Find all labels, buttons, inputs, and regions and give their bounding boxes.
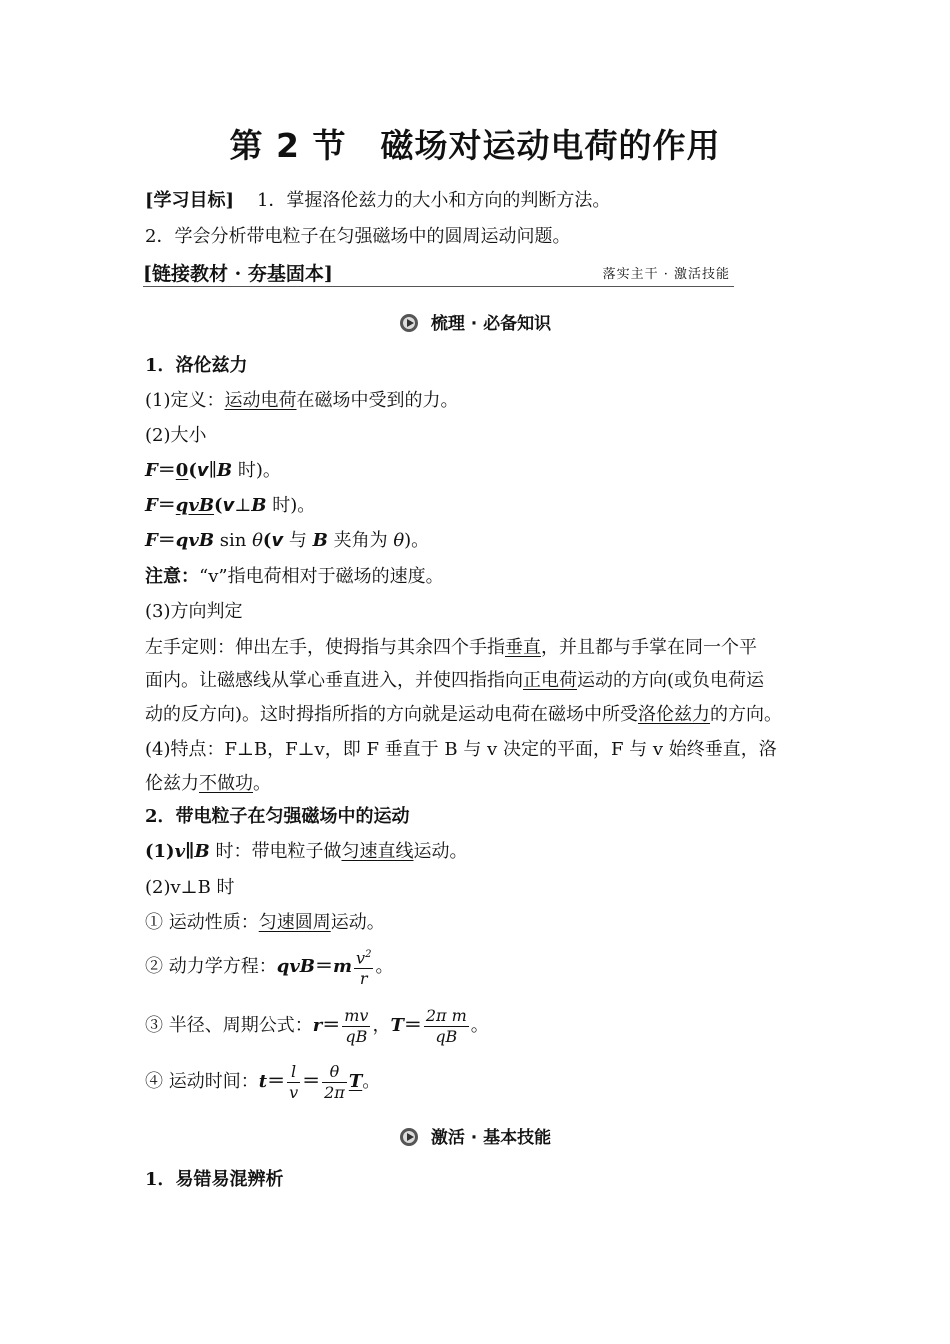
formula-symbol: ＝ xyxy=(322,1015,341,1036)
paragraph-text: 动的反方向)。这时拇指所指的方向就是运动电荷在磁场中所受 xyxy=(145,704,639,725)
answer-blank: 运动电荷 xyxy=(224,390,297,411)
left-hand-rule-line-2 xyxy=(145,670,764,692)
formula-symbol: T xyxy=(390,1015,404,1036)
note-label: 注意： xyxy=(145,566,199,587)
formula-symbol: ＝ xyxy=(403,1015,422,1036)
learning-objectives-line-2 xyxy=(145,226,570,248)
play-circle-icon xyxy=(399,313,423,339)
answer-blank: 0 xyxy=(175,460,189,481)
fraction-v2-over-r: $\frac{v^2}{r}$ xyxy=(354,945,373,989)
section-heading-skills xyxy=(0,1127,950,1153)
fraction-numerator: 2π m xyxy=(425,1005,467,1025)
formula-symbol: r xyxy=(312,1015,323,1036)
perpendicular-case-label: (2)v⊥B 时 xyxy=(145,877,235,898)
banner-right-label: 落实主干 · 激活技能 xyxy=(602,267,730,282)
formula-perpendicular xyxy=(145,495,315,517)
formula-symbol: ( xyxy=(262,530,272,551)
definition-line xyxy=(145,390,459,412)
formula-symbol: ⊥ xyxy=(234,495,252,516)
parallel-motion-line xyxy=(145,841,468,863)
answer-blank: 正电荷 xyxy=(523,670,577,691)
item-label: (1) xyxy=(145,841,175,862)
formula-symbol: θ xyxy=(252,530,263,551)
answer-blank: 垂直 xyxy=(505,637,541,658)
formula-symbol: B xyxy=(251,495,267,516)
fraction-denominator: 2π xyxy=(324,1082,345,1102)
banner-left-label: [链接教材 · 夯基固本] xyxy=(143,263,333,285)
formula-symbol: v xyxy=(196,460,209,481)
formula-text: ， xyxy=(372,1015,391,1036)
play-circle-icon xyxy=(399,1127,423,1153)
formula-symbol: qvB xyxy=(175,530,215,551)
s1-heading: 1．洛伦兹力 xyxy=(145,355,248,376)
formula-text: 。 xyxy=(362,1071,381,1092)
answer-blank: 不做功 xyxy=(199,773,253,794)
formula-angle xyxy=(145,530,429,552)
fraction-denominator: v xyxy=(289,1082,299,1102)
answer-blank: T xyxy=(348,1071,363,1092)
section-banner xyxy=(143,262,734,287)
paragraph-text: 左手定则：伸出左手，使拇指与其余四个手指 xyxy=(145,637,505,658)
item-label: ④ 运动时间： xyxy=(145,1071,259,1092)
size-label: (2)大小 xyxy=(145,425,207,446)
formula-text: 与 xyxy=(283,530,313,551)
formula-symbol: ∥ xyxy=(208,460,217,481)
formula-symbol: v xyxy=(271,530,284,551)
objective-item-1: 1．掌握洛伦兹力的大小和方向的判断方法。 xyxy=(256,190,611,211)
section-heading-knowledge xyxy=(0,313,950,339)
s2-heading: 2．带电粒子在匀强磁场中的运动 xyxy=(145,806,410,827)
formula-symbol: ＝ xyxy=(157,530,176,551)
paragraph-text: 运动。 xyxy=(330,912,385,933)
formula-symbol: ＝ xyxy=(157,460,176,481)
item-label: ② 动力学方程： xyxy=(145,956,277,978)
definition-label: (1)定义： xyxy=(145,390,225,411)
formula-text: 时)。 xyxy=(266,495,316,516)
fraction-mv-over-qb xyxy=(342,1006,370,1047)
section-title-skills: 激活 · 基本技能 xyxy=(430,1128,552,1148)
radius-period-line xyxy=(145,1004,489,1048)
formula-text: 。 xyxy=(470,1015,489,1036)
note-text: “v”指电荷相对于磁场的速度。 xyxy=(199,566,444,587)
formula-symbol: ＝ xyxy=(267,1071,286,1092)
dynamics-equation-line xyxy=(145,945,393,989)
learning-objectives-line-1 xyxy=(145,190,610,212)
fraction-numerator: mv xyxy=(344,1005,369,1025)
formula-symbol: t xyxy=(258,1071,268,1092)
fraction-l-over-v xyxy=(287,1062,300,1103)
definition-text: 在磁场中受到的力。 xyxy=(296,390,459,411)
formula-text: )。 xyxy=(404,530,430,551)
motion-nature-line xyxy=(145,912,385,934)
answer-blank: 匀速圆周 xyxy=(258,912,331,933)
paragraph-text: ，并且都与手掌在同一个平 xyxy=(541,637,757,658)
formula-symbol: ( xyxy=(188,460,197,481)
fraction-theta-over-2pi xyxy=(322,1062,347,1103)
features-line-2 xyxy=(145,773,271,795)
left-hand-rule-line-3 xyxy=(145,704,782,726)
fraction-denominator: qB xyxy=(345,1026,368,1046)
page-title: 第 2 节 磁场对运动电荷的作用 xyxy=(229,126,721,165)
paragraph-text: 运动的方向(或负电荷运 xyxy=(577,670,765,691)
paragraph-text: 面内。让磁感线从掌心垂直进入，并使四指指向 xyxy=(145,670,523,691)
paragraph-text: 运动。 xyxy=(413,841,468,862)
answer-blank: qvB xyxy=(175,495,215,516)
fraction-2pim-over-qb xyxy=(424,1006,469,1047)
fraction-denominator: qB xyxy=(435,1026,458,1046)
paragraph-text: 的方向。 xyxy=(710,704,783,725)
formula-symbol: F xyxy=(145,530,158,551)
formula-symbol: v∥B xyxy=(174,841,210,862)
fraction-denominator: r xyxy=(359,969,368,989)
direction-label: (3)方向判定 xyxy=(145,601,243,622)
formula-text: 时)。 xyxy=(232,460,281,481)
motion-time-line xyxy=(145,1060,380,1104)
features-line-1: (4)特点：F⊥B，F⊥v，即 F 垂直于 B 与 v 决定的平面，F 与 v 始终垂直，洛 xyxy=(145,739,777,760)
formula-text: 。 xyxy=(375,956,394,978)
formula-text: 夹角为 xyxy=(327,530,394,551)
paragraph-text: 伦兹力 xyxy=(145,773,199,794)
formula-text: sin xyxy=(214,530,253,551)
formula-symbol: ( xyxy=(214,495,223,516)
formula-symbol: ＝ xyxy=(302,1071,321,1092)
formula-symbol: ＝ xyxy=(157,495,176,516)
formula-symbol: F xyxy=(145,495,158,516)
formula-symbol: v xyxy=(222,495,235,516)
item-label: ① 运动性质： xyxy=(145,912,259,933)
formula-parallel xyxy=(145,460,281,482)
formula-symbol: B xyxy=(216,460,233,481)
formula-symbol: B xyxy=(312,530,328,551)
formula-symbol: m xyxy=(333,956,353,978)
answer-blank: 洛伦兹力 xyxy=(638,704,711,725)
objective-item-2: 2．学会分析带电粒子在匀强磁场中的圆周运动问题。 xyxy=(145,226,571,247)
fraction-numerator: v xyxy=(356,948,366,968)
fraction-numerator: θ xyxy=(322,1062,347,1083)
answer-blank: 匀速直线 xyxy=(341,841,414,862)
s3-heading: 1．易错易混辨析 xyxy=(145,1169,284,1190)
fraction-numerator: l xyxy=(287,1062,300,1083)
paragraph-text: 时：带电粒子做 xyxy=(209,841,342,862)
formula-symbol: θ xyxy=(393,530,405,551)
formula-symbol: qvB xyxy=(276,956,315,978)
left-hand-rule-line-1 xyxy=(145,637,757,659)
formula-symbol: ＝ xyxy=(315,956,333,978)
paragraph-text: 。 xyxy=(253,773,271,794)
note-line xyxy=(145,566,444,588)
objectives-label: [学习目标] xyxy=(145,190,235,211)
formula-symbol: F xyxy=(145,460,158,481)
section-title-knowledge: 梳理 · 必备知识 xyxy=(430,314,552,334)
item-label: ③ 半径、周期公式： xyxy=(145,1015,313,1036)
